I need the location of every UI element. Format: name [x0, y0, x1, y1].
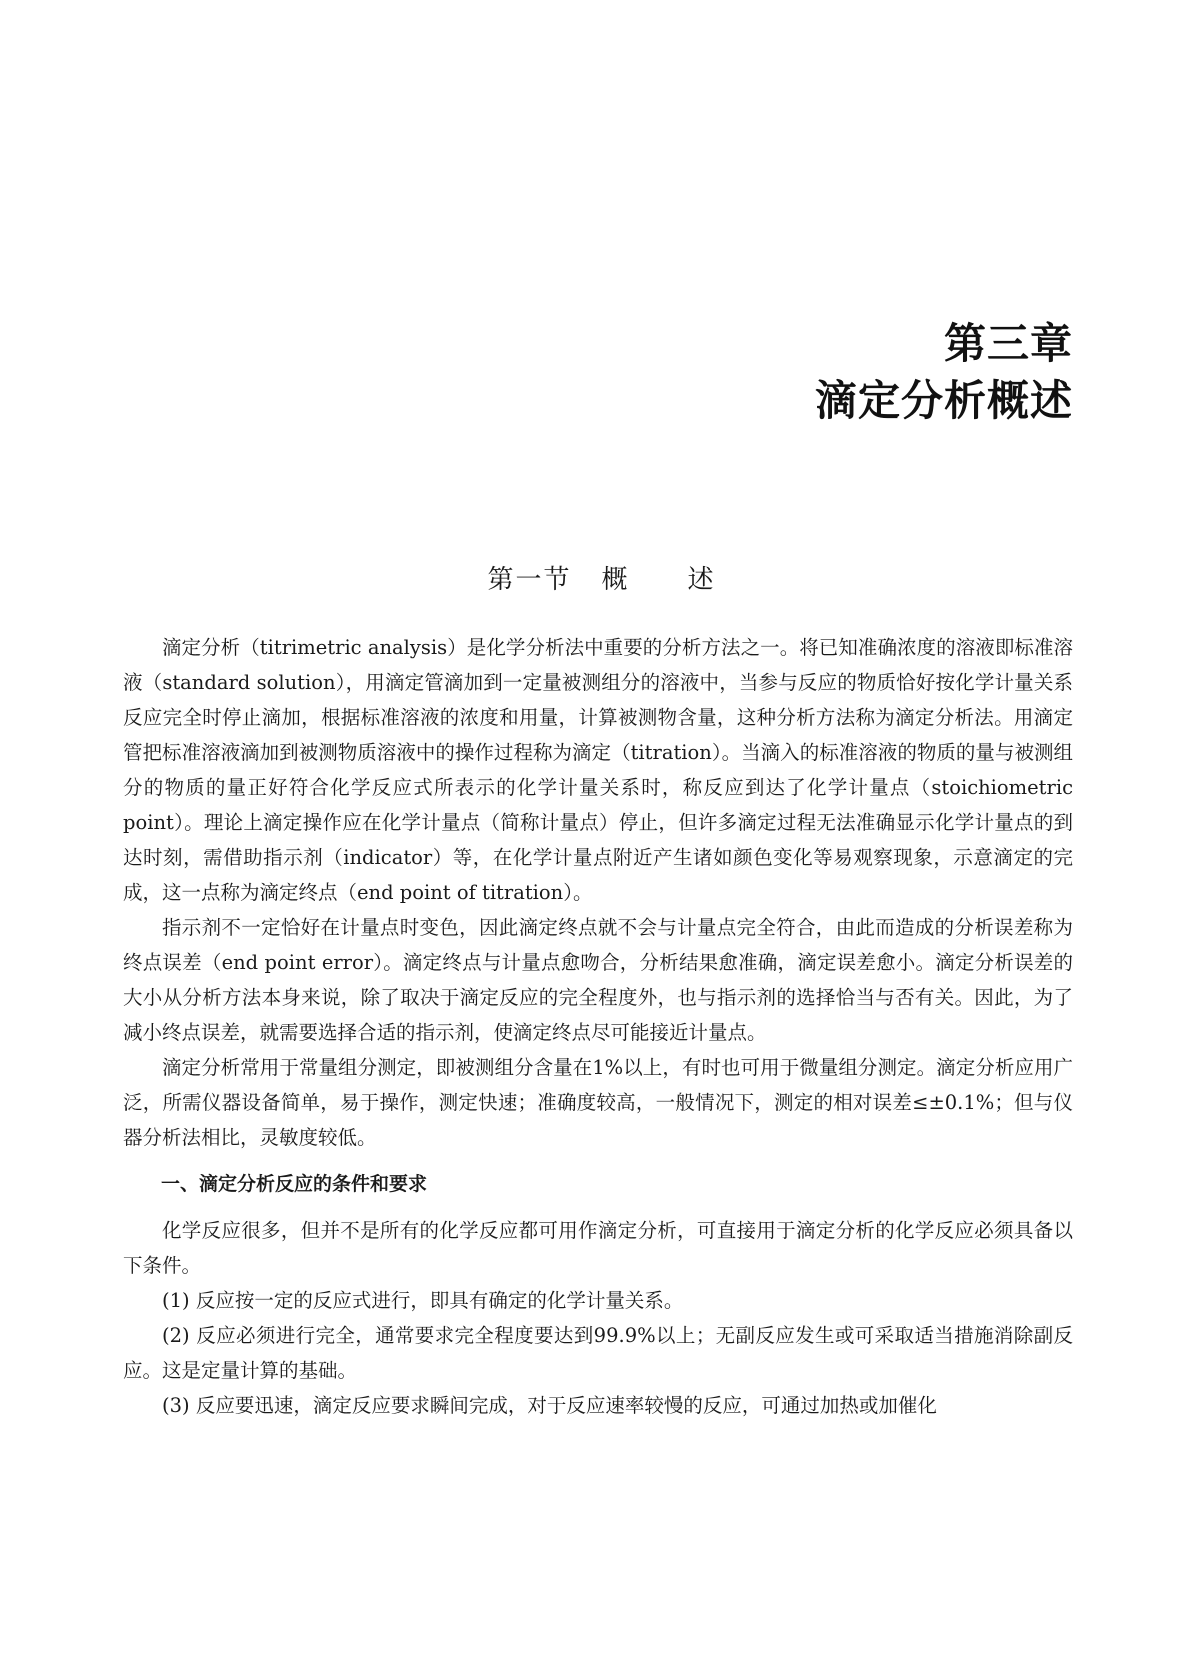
chapter-heading [815, 318, 1073, 432]
section-title-part1: 概 [601, 565, 630, 595]
body-text [123, 630, 1073, 1423]
section-title [0, 563, 1203, 597]
chapter-title: 滴定分析概述 [814, 376, 1073, 425]
chapter-number: 第三章 [943, 319, 1073, 368]
section-title-part2: 述 [687, 565, 716, 595]
subsection-heading: 一、滴定分析反应的条件和要求 [161, 1173, 428, 1195]
section-label: 第一节 [487, 565, 572, 595]
paragraph-1: 滴定分析（titrimetric analysis）是化学分析法中重要的分析方法之一。将已知准确浓度的溶液即标准溶液（standard solution），用滴定管滴加到一定量被测组分的溶液中，当参与反应的物质恰好按化学计量关系反应完全时停止滴加，根据标准溶液的浓度和用量，计算被测物含量，这种分析方法称为滴定分析法。用滴定管把标准溶液滴加到被测物质溶液中的操作过程称为滴定（titration）。当滴入的标准溶液的物质的量与被测组分的物质的量正好符合化学反应式所表示的化学计量关系时，称反应到达了化学计量点（stoichiometric point）。理论上滴定操作应在化学计量点（简称计量点）停止，但许多滴定过程无法准确显示化学计量点的到达时刻，需借助指示剂（indicator）等，在化学计量点附近产生诸如颜色变化等易观察现象，示意滴定的完成，这一点称为滴定终点（end point of titration）。 [123, 636, 1073, 904]
paragraph-7: (3) 反应要迅速，滴定反应要求瞬间完成，对于反应速率较慢的反应，可通过加热或加催化 [162, 1394, 937, 1417]
paragraph-6: (2) 反应必须进行完全，通常要求完全程度要达到99.9%以上；无副反应发生或可采取适当措施消除副反应。这是定量计算的基础。 [123, 1324, 1073, 1382]
paragraph-4: 化学反应很多，但并不是所有的化学反应都可用作滴定分析，可直接用于滴定分析的化学反应必须具备以下条件。 [123, 1219, 1073, 1277]
paragraph-3: 滴定分析常用于常量组分测定，即被测组分含量在1%以上，有时也可用于微量组分测定。滴定分析应用广泛，所需仪器设备简单，易于操作，测定快速；准确度较高，一般情况下，测定的相对误差≤±0.1%；但与仪器分析法相比，灵敏度较低。 [123, 1056, 1073, 1149]
paragraph-2: 指示剂不一定恰好在计量点时变色，因此滴定终点就不会与计量点完全符合，由此而造成的分析误差称为终点误差（end point error）。滴定终点与计量点愈吻合，分析结果愈准确，滴定误差愈小。滴定分析误差的大小从分析方法本身来说，除了取决于滴定反应的完全程度外，也与指示剂的选择恰当与否有关。因此，为了减小终点误差，就需要选择合适的指示剂，使滴定终点尽可能接近计量点。 [123, 916, 1073, 1044]
paragraph-5: (1) 反应按一定的反应式进行，即具有确定的化学计量关系。 [162, 1289, 684, 1312]
